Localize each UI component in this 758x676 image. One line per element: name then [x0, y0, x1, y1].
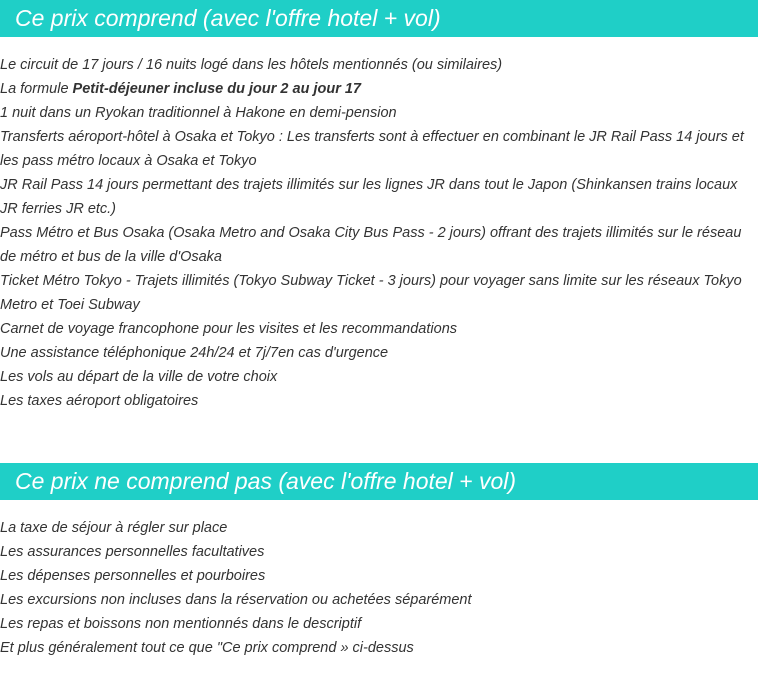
list-item: Le circuit de 17 jours / 16 nuits logé dans les hôtels mentionnés (ou similaires) — [0, 57, 503, 73]
list-item: 1 nuit dans un Ryokan traditionnel à Hakone en demi-pension — [0, 105, 397, 121]
list-item: Les repas et boissons non mentionnés dans le descriptif — [0, 616, 362, 632]
list-item — [0, 77, 758, 101]
list-item: Et plus généralement tout ce que "Ce prix comprend » ci-dessus — [0, 640, 414, 656]
included-list — [0, 53, 758, 413]
list-item: Les excursions non incluses dans la réservation ou achetées séparément — [0, 592, 472, 608]
not-included-list — [0, 516, 758, 660]
not-included-section — [0, 463, 758, 660]
list-item: Ticket Métro Tokyo - Trajets illimités (Tokyo Subway Ticket - 3 jours) pour voyager sans limite sur les réseaux Tokyo Metro et Toei Subway — [0, 273, 742, 313]
list-item-bold: Petit-déjeuner incluse du jour 2 au jour 17 — [72, 81, 361, 97]
list-item: Carnet de voyage francophone pour les visites et les recommandations — [0, 321, 458, 337]
list-item: Les taxes aéroport obligatoires — [0, 393, 199, 409]
list-item: Transferts aéroport-hôtel à Osaka et Tokyo : Les transferts sont à effectuer en combinant le JR Rail Pass 14 jours et les pass métro locaux à Osaka et Tokyo — [0, 129, 744, 169]
list-item: Une assistance téléphonique 24h/24 et 7j/7en cas d'urgence — [0, 345, 389, 361]
list-item: La taxe de séjour à régler sur place — [0, 520, 228, 536]
list-item: Pass Métro et Bus Osaka (Osaka Metro and Osaka City Bus Pass - 2 jours) offrant des trajets illimités sur le réseau de métro et bus de la ville d'Osaka — [0, 225, 742, 265]
not-included-heading: Ce prix ne comprend pas (avec l'offre hotel + vol) — [0, 463, 758, 500]
list-item-prefix: La formule — [0, 81, 73, 97]
list-item: JR Rail Pass 14 jours permettant des trajets illimités sur les lignes JR dans tout le Japon (Shinkansen trains locaux JR ferries JR etc.) — [0, 177, 738, 217]
list-item: Les assurances personnelles facultatives — [0, 544, 265, 560]
list-item: Les dépenses personnelles et pourboires — [0, 568, 266, 584]
included-heading: Ce prix comprend (avec l'offre hotel + vol) — [0, 0, 758, 37]
list-item: Les vols au départ de la ville de votre choix — [0, 369, 278, 385]
